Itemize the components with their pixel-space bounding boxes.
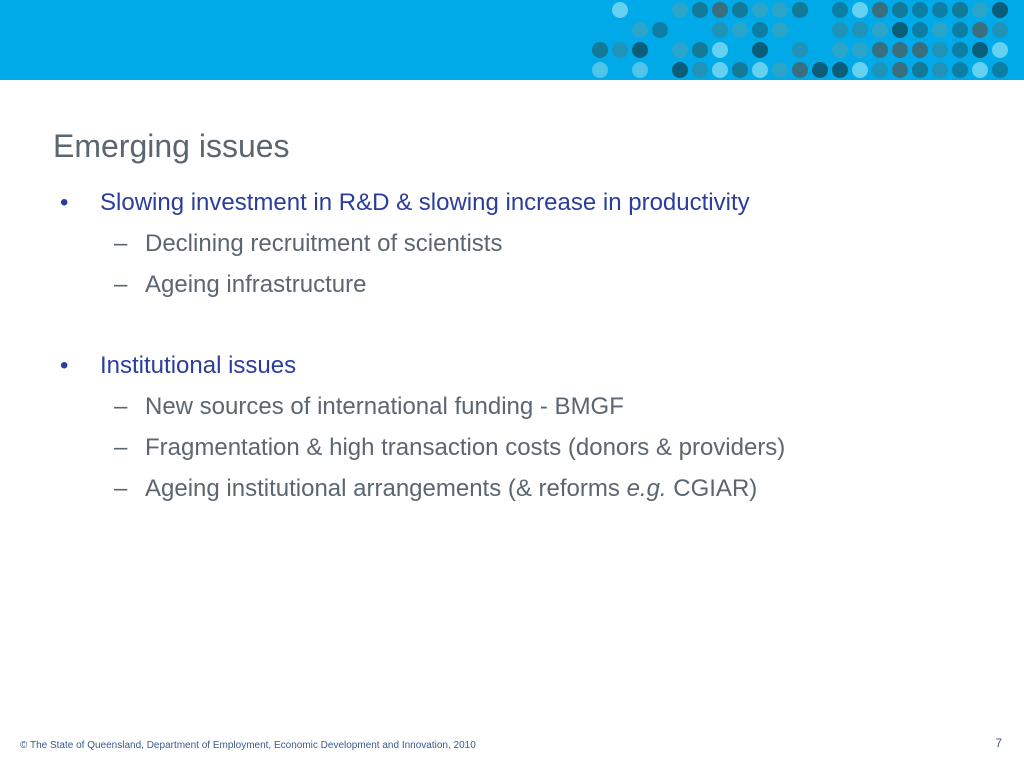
bullet-item bbox=[60, 182, 785, 223]
pattern-dot bbox=[752, 2, 768, 18]
pattern-dot bbox=[992, 42, 1008, 58]
pattern-dot bbox=[752, 22, 768, 38]
pattern-dot bbox=[712, 2, 728, 18]
pattern-dot bbox=[712, 42, 728, 58]
pattern-dot bbox=[952, 22, 968, 38]
dash-mark: – bbox=[114, 230, 128, 257]
pattern-dot bbox=[612, 2, 628, 18]
pattern-dot bbox=[832, 22, 848, 38]
pattern-dot bbox=[972, 22, 988, 38]
pattern-dot bbox=[592, 62, 608, 78]
pattern-dot bbox=[872, 42, 888, 58]
pattern-dot bbox=[732, 22, 748, 38]
sub-bullet-italic: e.g. bbox=[626, 475, 667, 502]
pattern-dot bbox=[932, 62, 948, 78]
sub-bullet-item bbox=[60, 468, 785, 509]
slide-title: Emerging issues bbox=[53, 128, 290, 164]
sub-bullet-text bbox=[145, 468, 757, 509]
bullet-item bbox=[60, 345, 785, 386]
pattern-dot bbox=[792, 62, 808, 78]
pattern-dot bbox=[952, 42, 968, 58]
pattern-dot bbox=[712, 62, 728, 78]
pattern-dot bbox=[832, 62, 848, 78]
sub-bullet-text: Declining recruitment of scientists bbox=[145, 230, 503, 257]
pattern-dot bbox=[672, 2, 688, 18]
pattern-dot bbox=[692, 2, 708, 18]
pattern-dot bbox=[932, 22, 948, 38]
pattern-dot bbox=[852, 22, 868, 38]
bullet-text: Institutional issues bbox=[100, 352, 297, 379]
pattern-dot bbox=[932, 42, 948, 58]
pattern-dot bbox=[892, 62, 908, 78]
pattern-dot bbox=[872, 62, 888, 78]
bullet-list bbox=[60, 182, 785, 509]
sub-bullet-text-part: Ageing institutional arrangements (& reforms bbox=[145, 475, 627, 502]
bullet-mark: • bbox=[60, 352, 69, 379]
pattern-dot bbox=[652, 22, 668, 38]
pattern-dot bbox=[672, 42, 688, 58]
dash-mark: – bbox=[114, 434, 128, 461]
pattern-dot bbox=[912, 22, 928, 38]
pattern-dot bbox=[692, 62, 708, 78]
pattern-dot bbox=[852, 2, 868, 18]
pattern-dot bbox=[912, 62, 928, 78]
pattern-dot bbox=[992, 62, 1008, 78]
sub-bullet-text: Fragmentation & high transaction costs (donors & providers) bbox=[145, 434, 786, 461]
dash-mark: – bbox=[114, 271, 128, 298]
header-banner bbox=[0, 0, 1024, 80]
pattern-dot bbox=[832, 42, 848, 58]
pattern-dot bbox=[892, 2, 908, 18]
pattern-dot bbox=[832, 2, 848, 18]
pattern-dot bbox=[632, 42, 648, 58]
pattern-dot bbox=[952, 62, 968, 78]
bullet-text: Slowing investment in R&D & slowing increase in productivity bbox=[100, 189, 750, 216]
pattern-dot bbox=[692, 42, 708, 58]
pattern-dot bbox=[792, 2, 808, 18]
pattern-dot bbox=[872, 22, 888, 38]
sub-bullet-item bbox=[60, 427, 785, 468]
pattern-dot bbox=[992, 22, 1008, 38]
pattern-dot bbox=[912, 2, 928, 18]
pattern-dot bbox=[872, 2, 888, 18]
pattern-dot bbox=[612, 42, 628, 58]
pattern-dot bbox=[772, 62, 788, 78]
pattern-dot bbox=[952, 2, 968, 18]
pattern-dot bbox=[592, 42, 608, 58]
dot-pattern bbox=[0, 0, 1024, 80]
pattern-dot bbox=[632, 62, 648, 78]
pattern-dot bbox=[672, 62, 688, 78]
spacer bbox=[60, 305, 785, 345]
pattern-dot bbox=[932, 2, 948, 18]
sub-bullet-text: New sources of international funding - BMGF bbox=[145, 393, 624, 420]
sub-bullet-text: Ageing infrastructure bbox=[145, 271, 367, 298]
pattern-dot bbox=[712, 22, 728, 38]
sub-bullet-text-part: CGIAR) bbox=[666, 475, 758, 502]
pattern-dot bbox=[992, 2, 1008, 18]
sub-bullet-item bbox=[60, 223, 785, 264]
dash-mark: – bbox=[114, 393, 128, 420]
pattern-dot bbox=[752, 62, 768, 78]
pattern-dot bbox=[632, 22, 648, 38]
pattern-dot bbox=[772, 2, 788, 18]
page-number: 7 bbox=[995, 736, 1002, 750]
pattern-dot bbox=[892, 42, 908, 58]
pattern-dot bbox=[752, 42, 768, 58]
pattern-dot bbox=[972, 62, 988, 78]
pattern-dot bbox=[892, 22, 908, 38]
pattern-dot bbox=[972, 42, 988, 58]
pattern-dot bbox=[812, 62, 828, 78]
pattern-dot bbox=[792, 42, 808, 58]
sub-bullet-item bbox=[60, 386, 785, 427]
pattern-dot bbox=[732, 62, 748, 78]
pattern-dot bbox=[852, 62, 868, 78]
pattern-dot bbox=[972, 2, 988, 18]
bullet-mark: • bbox=[60, 189, 69, 216]
dash-mark: – bbox=[114, 475, 128, 502]
pattern-dot bbox=[772, 22, 788, 38]
pattern-dot bbox=[732, 2, 748, 18]
footer-copyright: © The State of Queensland, Department of Employment, Economic Development and Innovation, 2010 bbox=[20, 740, 476, 751]
sub-bullet-item bbox=[60, 264, 785, 305]
pattern-dot bbox=[912, 42, 928, 58]
pattern-dot bbox=[852, 42, 868, 58]
